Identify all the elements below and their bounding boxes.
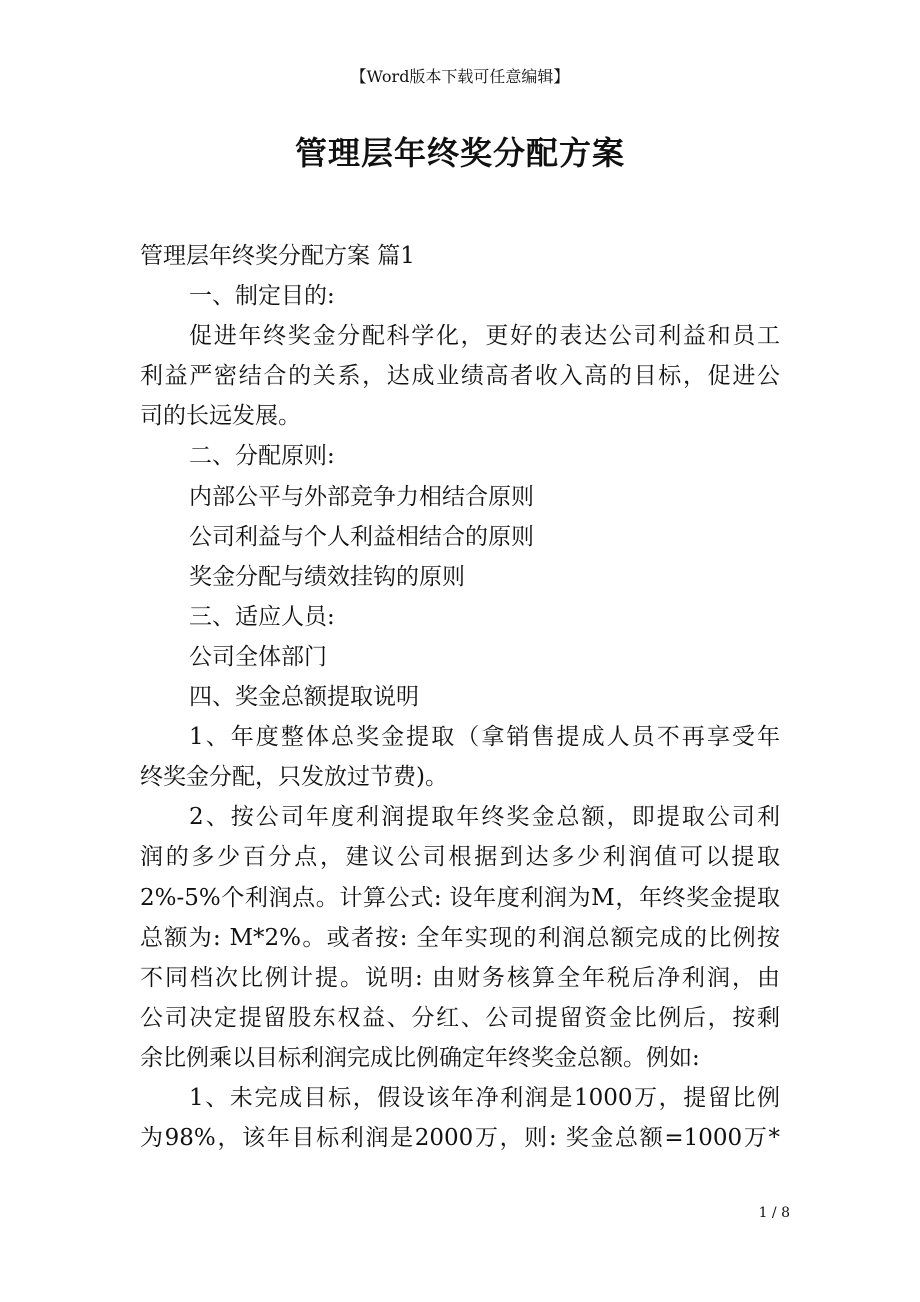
paragraph-line: 公司利益与个人利益相结合的原则 (189, 523, 534, 550)
subheading: 一、制定目的: (189, 283, 335, 310)
paragraph-line: 利益严密结合的关系，达成业绩高者收入高的目标，促进公 (140, 363, 780, 390)
paragraph-line: 余比例乘以目标利润完成比例确定年终奖金总额。例如: (140, 1044, 700, 1071)
paragraph-line: 1、年度整体总奖金提取（拿销售提成人员不再享受年 (189, 724, 780, 751)
paragraph-line: 促进年终奖金分配科学化，更好的表达公司利益和员工 (189, 323, 780, 350)
paragraph-line: 终奖金分配，只发放过节费)。 (140, 764, 448, 791)
paragraph-line: 总额为: M*2%。或者按: 全年实现的利润总额完成的比例按 (140, 924, 780, 951)
paragraph-line: 2%-5%个利润点。计算公式: 设年度利润为M，年终奖金提取 (140, 884, 780, 911)
document-title: 管理层年终奖分配方案 (294, 134, 625, 172)
paragraph-line: 司的长远发展。 (140, 403, 301, 430)
subheading: 四、奖金总额提取说明 (189, 684, 419, 711)
paragraph-line: 内部公平与外部竞争力相结合原则 (189, 483, 534, 510)
paragraph-line: 不同档次比例计提。说明: 由财务核算全年税后净利润，由 (140, 964, 780, 991)
paragraph-line: 润的多少百分点，建议公司根据到达多少利润值可以提取 (140, 844, 780, 871)
paragraph-line: 公司全体部门 (189, 643, 327, 670)
document-body (140, 236, 780, 1158)
paragraph-line: 为98%，该年目标利润是2000万，则: 奖金总额=1000万* (140, 1125, 780, 1152)
paragraph-line: 奖金分配与绩效挂钩的原则 (189, 563, 465, 590)
page-number: 1 / 8 (758, 1205, 790, 1221)
subheading: 二、分配原则: (189, 443, 335, 470)
paragraph-line: 2、按公司年度利润提取年终奖金总额，即提取公司利 (189, 804, 780, 831)
section-heading: 管理层年终奖分配方案 篇1 (140, 243, 415, 269)
paragraph-line: 1、未完成目标，假设该年净利润是1000万，提留比例 (189, 1084, 780, 1111)
subheading: 三、适应人员: (189, 603, 335, 630)
paragraph-line: 公司决定提留股东权益、分红、公司提留资金比例后，按剩 (140, 1004, 780, 1031)
document-header: 【Word版本下载可任意编辑】 (350, 67, 570, 86)
